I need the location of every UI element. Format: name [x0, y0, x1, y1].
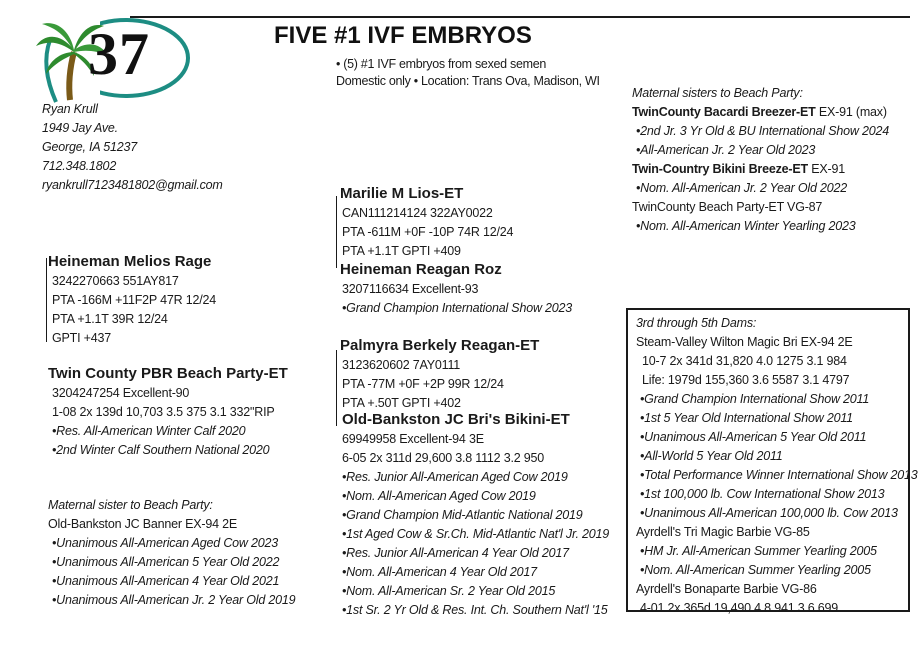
- dam-sire-line: PTA +.50T GPTI +402: [342, 396, 461, 410]
- sire-line: PTA +1.1T 39R 12/24: [52, 312, 168, 326]
- dam-dam-award: •1st Aged Cow & Sr.Ch. Mid-Atlantic Nat'l Jr. 2019: [342, 527, 610, 541]
- owner-name: Ryan Krull: [42, 102, 98, 116]
- dam-dam-line: 69949958 Excellent-94 3E: [342, 432, 484, 446]
- sire-dam-award: •Grand Champion International Show 2023: [342, 301, 573, 315]
- dam-dam-award: •1st Sr. 2 Yr Old & Res. Int. Ch. Southern Nat'l '15: [342, 603, 608, 617]
- offering-line: Domestic only • Location: Trans Ova, Madison, WI: [336, 74, 600, 88]
- dam-sire-line: PTA -77M +0F +2P 99R 12/24: [342, 377, 504, 391]
- sire-sire-block: [340, 184, 513, 261]
- lot-number: 37: [88, 21, 150, 87]
- dam-dam-line: 6-05 2x 311d 29,600 3.8 1112 3.2 950: [342, 451, 545, 465]
- dam3-award: •Unanimous All-American 5 Year Old 2011: [640, 430, 867, 444]
- dam-sire-block: [340, 336, 539, 413]
- sire-line: 3242270663 551AY817: [52, 274, 179, 288]
- maternal-heading: Maternal sisters to Beach Party:: [632, 86, 803, 100]
- sire-sire-line: CAN111214124 322AY0022: [342, 206, 493, 220]
- maternal-sister-left: [48, 496, 295, 610]
- maternal-award: •Unanimous All-American Aged Cow 2023: [52, 536, 279, 550]
- offering-line: • (5) #1 IVF embryos from sexed semen: [336, 57, 547, 71]
- dam-dam-award: •Nom. All-American Sr. 2 Year Old 2015: [342, 584, 556, 598]
- maternal-heading: Maternal sister to Beach Party:: [48, 498, 213, 512]
- sire-sire-line: PTA -611M +0F -10P 74R 12/24: [342, 225, 514, 239]
- header-rule: [130, 16, 910, 18]
- maternal-award: •Unanimous All-American Jr. 2 Year Old 2019: [52, 593, 296, 607]
- dam-name: Twin County PBR Beach Party-ET: [48, 365, 288, 382]
- dam4-name: Ayrdell's Tri Magic Barbie VG-85: [636, 525, 810, 539]
- dam-dam-award: •Res. Junior All-American Aged Cow 2019: [342, 470, 568, 484]
- dam-dam-block: [342, 410, 609, 620]
- dam3-record: Life: 1979d 155,360 3.6 5587 3.1 4797: [642, 373, 850, 387]
- sire-dam-name: Heineman Reagan Roz: [340, 261, 502, 278]
- bracket-line: [336, 196, 337, 268]
- dam5-name: Ayrdell's Bonaparte Barbie VG-86: [636, 582, 817, 596]
- dam-dam-award: •Nom. All-American Aged Cow 2019: [342, 489, 536, 503]
- owner-contact: [42, 100, 223, 195]
- maternal-award: •Unanimous All-American 4 Year Old 2021: [52, 574, 280, 588]
- sire-dam-line: 3207116634 Excellent-93: [342, 282, 479, 296]
- dam3-award: •Unanimous All-American 100,000 lb. Cow 2013: [640, 506, 898, 520]
- page-title: FIVE #1 IVF EMBRYOS: [274, 22, 532, 49]
- dam-award: •Res. All-American Winter Calf 2020: [52, 424, 246, 438]
- dam-sire-line: 3123620602 7AY0111: [342, 358, 461, 372]
- dam3-award: •All-World 5 Year Old 2011: [640, 449, 783, 463]
- dam3-award: •Total Performance Winner International Show 2013: [640, 468, 918, 482]
- dam-dam-award: •Grand Champion Mid-Atlantic National 2019: [342, 508, 583, 522]
- owner-city: George, IA 51237: [42, 140, 138, 154]
- dam-dam-name: Old-Bankston JC Bri's Bikini-ET: [342, 411, 570, 428]
- offering-description: [336, 56, 600, 90]
- maternal-sister-name: Old-Bankston JC Banner EX-94 2E: [48, 517, 238, 531]
- dam-dam-award: •Res. Junior All-American 4 Year Old 2017: [342, 546, 569, 560]
- maternal-sister-name: Twin-Country Bikini Breeze-ET EX-91: [632, 162, 845, 176]
- owner-phone: 712.348.1802: [42, 159, 117, 173]
- sire-block: [48, 252, 216, 348]
- dam-award: •2nd Winter Calf Southern National 2020: [52, 443, 270, 457]
- bracket-line: [46, 258, 47, 342]
- dam-line: 1-08 2x 139d 10,703 3.5 375 3.1 332"RIP: [52, 405, 275, 419]
- dam4-award: •Nom. All-American Summer Yearling 2005: [640, 563, 871, 577]
- dam-dam-award: •Nom. All-American 4 Year Old 2017: [342, 565, 537, 579]
- maternal-award: •Nom. All-American Jr. 2 Year Old 2022: [636, 181, 847, 195]
- maternal-award: •Unanimous All-American 5 Year Old 2022: [52, 555, 280, 569]
- dam4-award: •HM Jr. All-American Summer Yearling 2005: [640, 544, 877, 558]
- dam3-award: •1st 100,000 lb. Cow International Show 2013: [640, 487, 885, 501]
- sire-dam-block: [340, 260, 572, 318]
- dam3-award: •Grand Champion International Show 2011: [640, 392, 870, 406]
- sire-sire-line: PTA +1.1T GPTI +409: [342, 244, 461, 258]
- dam3-record: 10-7 2x 341d 31,820 4.0 1275 3.1 984: [642, 354, 847, 368]
- maternal-award: •All-American Jr. 2 Year Old 2023: [636, 143, 816, 157]
- dam3-award: •1st 5 Year Old International Show 2011: [640, 411, 853, 425]
- ancestor-dams-content: [636, 314, 918, 618]
- owner-address: 1949 Jay Ave.: [42, 121, 118, 135]
- maternal-sister-name: TwinCounty Beach Party-ET VG-87: [632, 200, 823, 214]
- dam-block: [48, 364, 288, 460]
- dams-heading: 3rd through 5th Dams:: [636, 316, 757, 330]
- dam-line: 3204247254 Excellent-90: [52, 386, 190, 400]
- maternal-sisters-right: [632, 84, 889, 236]
- sire-line: PTA -166M +11F2P 47R 12/24: [52, 293, 217, 307]
- dam3-name: Steam-Valley Wilton Magic Bri EX-94 2E: [636, 335, 853, 349]
- sire-sire-name: Marilie M Lios-ET: [340, 185, 464, 202]
- sire-name: Heineman Melios Rage: [48, 253, 212, 270]
- maternal-sister-name: TwinCounty Bacardi Breezer-ET EX-91 (max): [632, 105, 887, 119]
- sire-line: GPTI +437: [52, 331, 111, 345]
- owner-email: ryankrull7123481802@gmail.com: [42, 178, 223, 192]
- maternal-award: •2nd Jr. 3 Yr Old & BU International Show 2024: [636, 124, 889, 138]
- bracket-line: [336, 350, 337, 426]
- dam5-record: 4-01 2x 365d 19,490 4.8 941 3.6 699: [640, 601, 839, 615]
- dam-sire-name: Palmyra Berkely Reagan-ET: [340, 337, 540, 354]
- maternal-award: •Nom. All-American Winter Yearling 2023: [636, 219, 856, 233]
